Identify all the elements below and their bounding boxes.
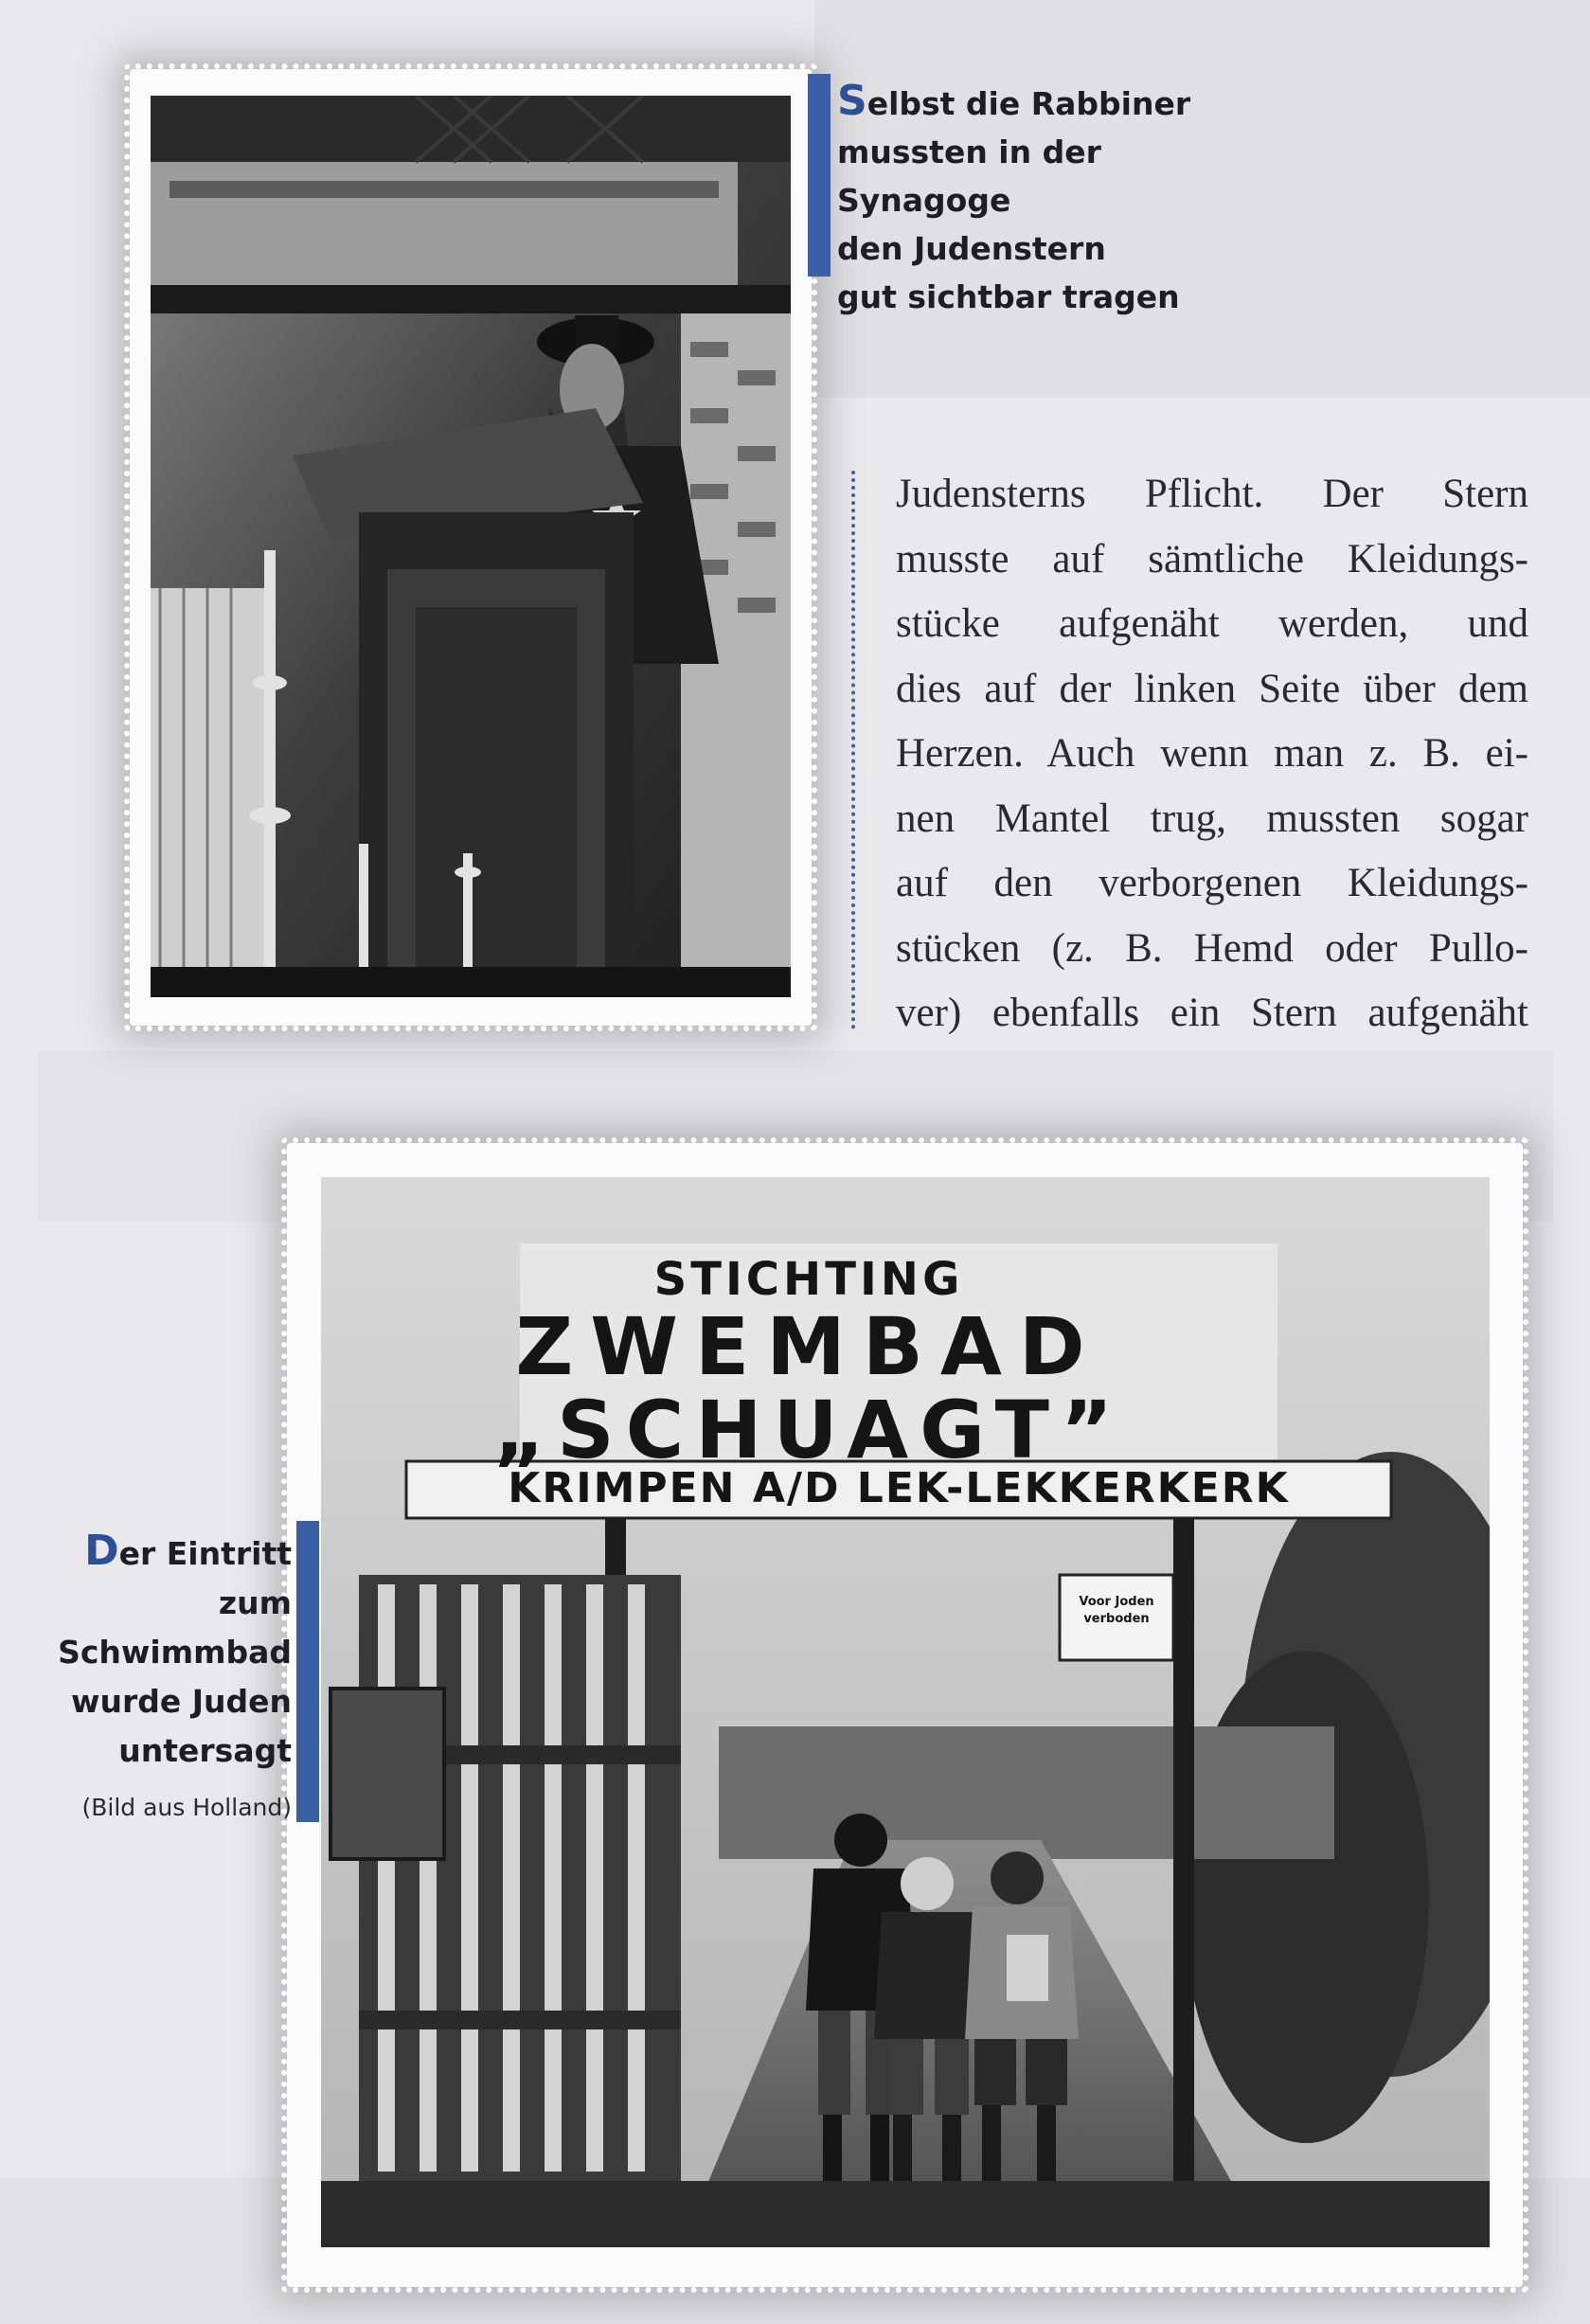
pool-photo [321, 1177, 1490, 2247]
bottom-caption-initial: D [84, 1527, 119, 1575]
top-caption-accent-bar [808, 74, 831, 277]
pool-small-sign: Voor Joden verboden [1079, 1595, 1154, 1626]
body-line-1: Judensterns Pflicht. Der Stern [896, 472, 1528, 516]
body-line-7: auf den verborgenen Kleidungs- [896, 861, 1528, 905]
top-caption-line-1-text: elbst die Rabbiner [866, 85, 1191, 122]
top-caption-initial: S [837, 77, 867, 125]
body-text-dotted-rule [851, 471, 855, 1029]
bottom-caption-accent-bar [296, 1521, 319, 1822]
bottom-caption-line-4: wurde Juden [70, 1683, 292, 1720]
bottom-caption [38, 1527, 292, 1776]
bottom-caption-line-5: untersagt [118, 1732, 292, 1769]
pool-sign-line-2: ZWEMBAD [515, 1300, 1102, 1393]
top-caption-line-3: den Judenstern [837, 230, 1106, 267]
bottom-caption-line-2: zum [218, 1584, 292, 1621]
body-line-9: ver) ebenfalls ein Stern aufgenäht [896, 991, 1528, 1035]
body-line-8: stücken (z. B. Hemd oder Pullo- [896, 925, 1528, 971]
body-line-2: musste auf sämtliche Kleidungs- [896, 536, 1528, 581]
body-text [896, 462, 1528, 1046]
rabbi-photo [151, 96, 791, 997]
pool-sign-line-1: STICHTING [653, 1253, 964, 1306]
body-line-4: dies auf der linken Seite über dem [896, 666, 1528, 711]
pool-photo-frame [287, 1143, 1523, 2287]
body-line-6: nen Mantel trug, mussten sogar [896, 796, 1528, 841]
top-caption-line-1 [837, 77, 1273, 128]
rabbi-photo-image [151, 96, 791, 997]
bottom-caption-line-1 [38, 1527, 292, 1579]
top-caption-line-2: mussten in der Synagoge [837, 134, 1101, 219]
bottom-caption-source-note: (Bild aus Holland) [81, 1794, 292, 1821]
body-line-3: stücke aufgenäht werden, und [896, 601, 1528, 646]
top-caption-line-4: gut sichtbar tragen [837, 278, 1180, 315]
pool-sign-line-3: „SCHUAGT” [492, 1384, 1125, 1476]
body-line-5: Herzen. Auch wenn man z. B. ei- [896, 731, 1528, 776]
bottom-caption-line-3: Schwimmbad [58, 1634, 292, 1671]
pool-sign-line-4: KRIMPEN A/D LEK-LEKKERKERK [508, 1464, 1290, 1512]
rabbi-photo-frame [130, 69, 812, 1026]
top-caption [837, 77, 1273, 321]
bottom-caption-line-1-text: er Eintritt [118, 1535, 292, 1572]
